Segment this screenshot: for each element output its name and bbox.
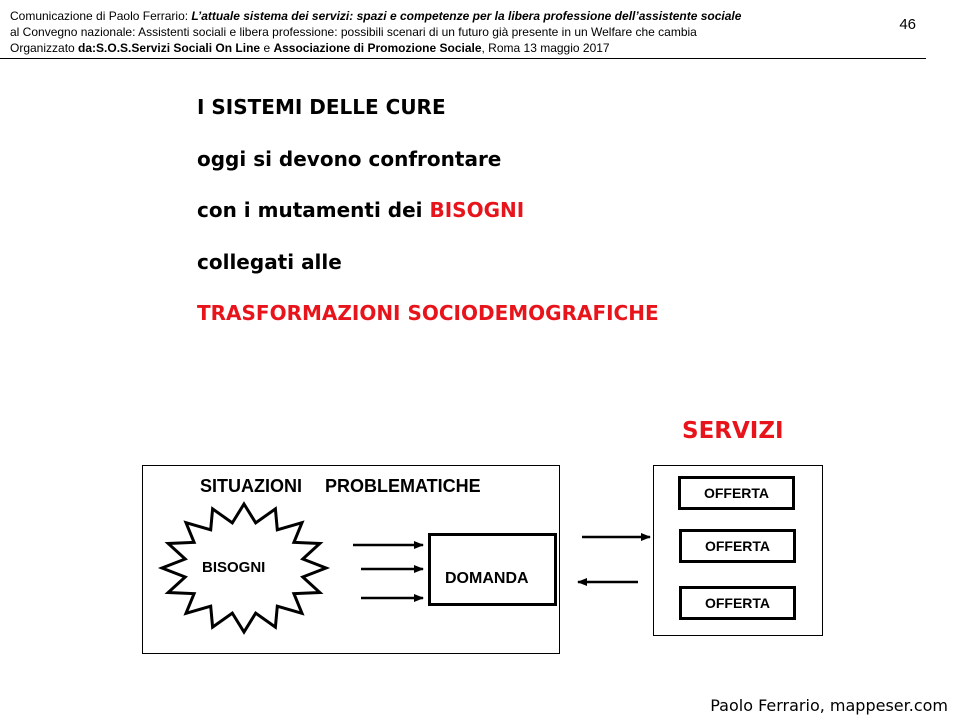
offerta-box-1: OFFERTA <box>678 476 795 510</box>
header-line-2: al Convegno nazionale: Assistenti sociali e libera professione: possibili scenari di un futuro già presente in un Welfare che cambia <box>10 25 697 39</box>
body-line-4: collegati alle <box>197 249 342 274</box>
body-line-3-text: con i mutamenti dei <box>197 198 430 222</box>
offerta-box-3: OFFERTA <box>679 586 796 620</box>
body-line-1: I SISTEMI DELLE CURE <box>197 95 446 119</box>
domanda-label: DOMANDA <box>445 570 529 587</box>
header-author: Comunicazione di Paolo Ferrario: <box>10 9 192 23</box>
offerta-box-2: OFFERTA <box>679 529 796 563</box>
situazioni-title: SITUAZIONI PROBLEMATICHE <box>200 476 481 496</box>
header-organizer-joiner: e <box>260 41 274 55</box>
bisogni-label: BISOGNI <box>202 559 266 576</box>
body-line-5: TRASFORMAZIONI SOCIODEMOGRAFICHE <box>197 301 659 325</box>
domanda-box <box>428 533 557 606</box>
bisogni-highlight: BISOGNI <box>429 198 525 222</box>
servizi-label: SERVIZI <box>682 418 784 444</box>
header-talk-title: L’attuale sistema dei servizi: spazi e competenze per la libera professione dell’assistente sociale <box>191 9 742 23</box>
page-number: 46 <box>899 16 916 33</box>
header-organizer-prefix: Organizzato <box>10 41 79 55</box>
header-organizer-2: Associazione di Promozione Sociale <box>273 41 482 55</box>
body-line-2: oggi si devono confrontare <box>197 146 502 171</box>
header-organizer-1: da:S.O.S.Servizi Sociali On Line <box>78 41 261 55</box>
footer-credit: Paolo Ferrario, mappeser.com <box>710 696 948 715</box>
header-date: , Roma 13 maggio 2017 <box>481 41 610 55</box>
